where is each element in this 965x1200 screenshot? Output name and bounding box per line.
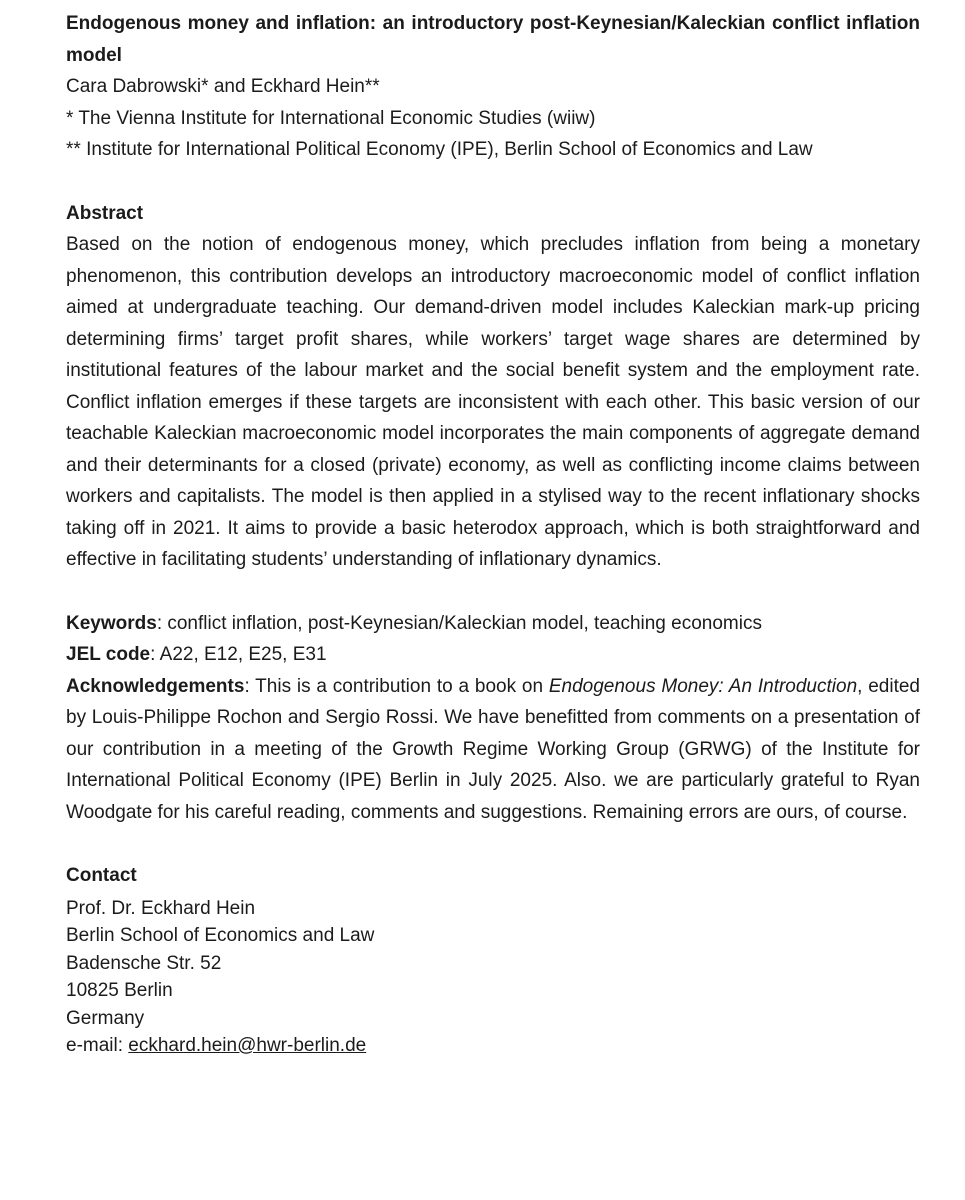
authors-line: Cara Dabrowski* and Eckhard Hein** xyxy=(66,76,380,97)
acknowledgements-label: Acknowledgements xyxy=(66,675,245,697)
contact-country: Germany xyxy=(66,1007,145,1029)
keywords-line xyxy=(66,608,920,640)
jel-value: : A22, E12, E25, E31 xyxy=(150,644,327,665)
contact-city: 10825 Berlin xyxy=(66,980,173,1001)
contact-section xyxy=(66,860,920,1060)
contact-heading: Contact xyxy=(66,865,137,886)
keywords-value: : conflict inflation, post-Keynesian/Kaleckian model, teaching economics xyxy=(156,612,762,634)
authors-block xyxy=(66,71,920,166)
email-label: e-mail: xyxy=(66,1035,129,1056)
email-link[interactable]: eckhard.hein@hwr-berlin.de xyxy=(128,1035,367,1056)
paper-title: Endogenous money and inflation: an introductory post-Keynesian/Kaleckian conflict inflation model xyxy=(66,13,920,66)
jel-label: JEL code xyxy=(66,644,151,665)
book-title-italic: Endogenous Money: An Introduction xyxy=(548,675,858,697)
affiliation-2: ** Institute for International Political Economy (IPE), Berlin School of Economics and Law xyxy=(66,139,813,160)
contact-name: Prof. Dr. Eckhard Hein xyxy=(66,897,256,919)
affiliation-1: * The Vienna Institute for International Economic Studies (wiiw) xyxy=(66,107,596,129)
contact-institution: Berlin School of Economics and Law xyxy=(66,925,375,946)
acknowledgements-text xyxy=(66,671,920,829)
keywords-label: Keywords xyxy=(66,612,157,634)
keywords-section xyxy=(66,608,920,671)
acknowledgements-post: , edited by Louis-Philippe Rochon and Sergio Rossi. We have benefitted from comments on a presentation of our contribution in a meeting of the Growth Regime Working Group (GRWG) of the Institute for International Political Economy (IPE) Berlin in July 2025. Also. we are particularly grateful to Ryan Woodgate for his careful reading, comments and suggestions. Remaining errors are ours, of course. xyxy=(66,675,921,823)
jel-line xyxy=(66,639,920,671)
abstract-section xyxy=(66,198,920,576)
abstract-heading: Abstract xyxy=(66,202,144,224)
acknowledgements-pre: : This is a contribution to a book on xyxy=(244,675,549,697)
contact-street: Badensche Str. 52 xyxy=(66,952,222,974)
abstract-text: Based on the notion of endogenous money, which precludes inflation from being a monetary phenomenon, this contribution develops an introductory macroeconomic model of conflict inflation aimed at undergraduate teaching. Our demand-driven model includes Kaleckian mark-up pricing determining firms’ target profit shares, while workers’ target wage shares are determined by institutional features of the labour market and the social benefit system and the employment rate. Conflict inflation emerges if these targets are inconsistent with each other. This basic version of our teachable Kaleckian macroeconomic model incorporates the main components of aggregate demand and their determinants for a closed (private) economy, as well as conflicting income claims between workers and capitalists. The model is then applied in a stylised way to the recent inflationary shocks taking off in 2021. It aims to provide a basic heterodox approach, which is both straightforward and effective in facilitating students’ understanding of inflationary dynamics. xyxy=(66,234,920,570)
contact-email-line xyxy=(66,1032,920,1060)
